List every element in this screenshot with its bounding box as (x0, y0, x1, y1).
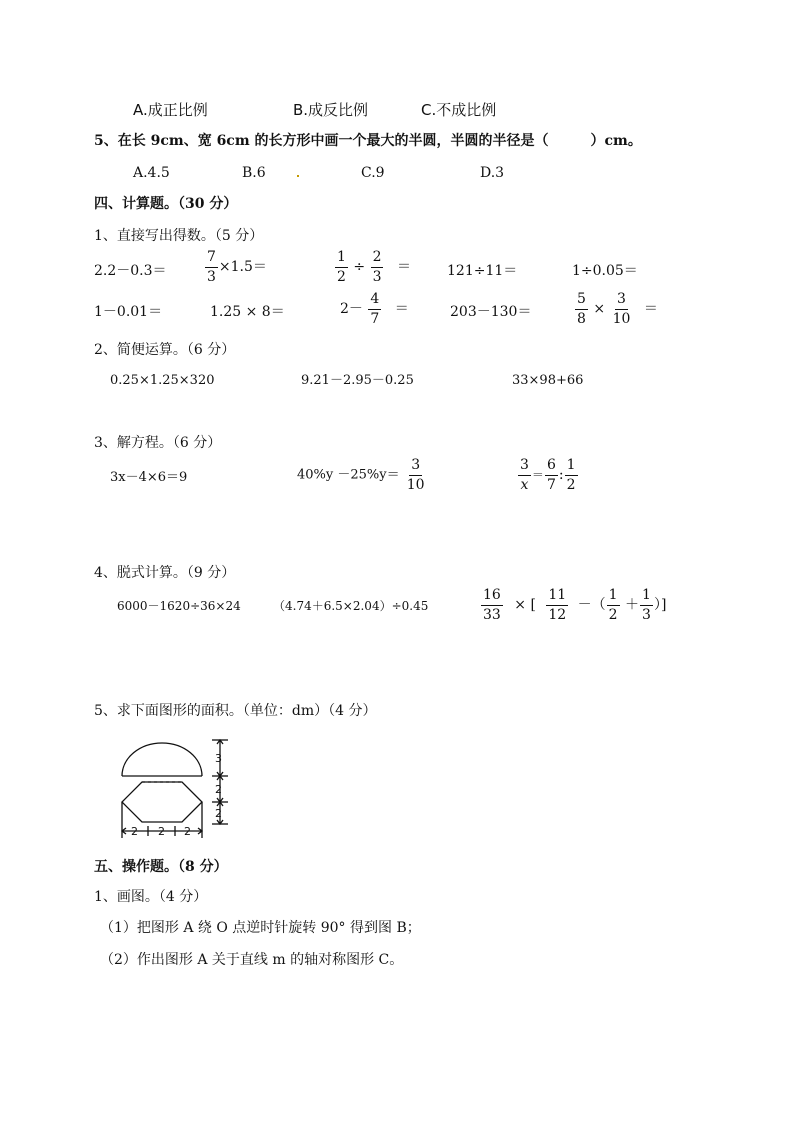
q5-option-d: D.3 (480, 165, 505, 181)
composite-figure (112, 734, 238, 842)
numerator: 1 (335, 250, 348, 268)
semicircle-arc (122, 743, 202, 776)
expr-rest: ＝ (394, 301, 409, 318)
calc-r2-e1: 1－0.01＝ (94, 304, 163, 320)
calc-r2-e5 (574, 292, 658, 326)
denominator: 2 (337, 268, 346, 285)
q5-option-a: A.4.5 (133, 165, 170, 181)
expr-end: ）] (653, 597, 667, 614)
expr-minus: －（ (577, 597, 606, 614)
denominator: 2 (608, 606, 618, 623)
dim-label-mid: 2 (215, 783, 222, 796)
hexagon-shape (122, 782, 202, 822)
calc-r1-e3 (334, 250, 411, 284)
denominator: 3 (372, 268, 382, 285)
calc-r1-e1: 2.2－0.3＝ (94, 263, 167, 279)
draw-item-1: （1）把图形 A 绕 O 点逆时针旋转 90° 得到图 B； (100, 920, 421, 936)
denominator: x (520, 476, 529, 493)
numerator: 5 (575, 292, 588, 310)
calc-r2-e2: 1.25 × 8＝ (210, 304, 285, 320)
section-5-title: 五、操作题。（8 分） (94, 859, 228, 875)
part-2-title: 2、简便运算。（6 分） (94, 342, 236, 358)
denominator: 33 (483, 606, 501, 623)
q5-option-b: B.6 (242, 165, 266, 181)
denominator: 8 (577, 310, 586, 327)
expr-pre: 2－ (340, 301, 363, 318)
calc-r2-e3 (340, 292, 409, 326)
q5-option-c: C.9 (361, 165, 385, 181)
simplify-e3: 33×98+66 (512, 373, 584, 388)
section-4-title: 四、计算题。（30 分） (94, 196, 238, 212)
dim-label-base-2: 2 (158, 825, 165, 838)
dim-label-base-1: 2 (131, 825, 138, 838)
expr-pre: 40%y －25%y＝ (297, 467, 400, 483)
denominator: 10 (406, 476, 425, 493)
denominator: 10 (612, 310, 631, 327)
part-4-title: 4、脱式计算。（9 分） (94, 565, 236, 581)
expr-mid: × [ (514, 597, 536, 614)
option-b: B.成反比例 (293, 101, 369, 119)
denominator: 2 (566, 476, 576, 493)
numerator: 16 (481, 588, 503, 606)
equation-e2 (297, 458, 428, 492)
numerator: 6 (545, 458, 558, 476)
step-calc-e2: （4.74＋6.5×2.04）÷0.45 (273, 599, 429, 613)
calc-r1-e5: 1÷0.05＝ (572, 263, 638, 279)
numerator: 2 (371, 250, 384, 268)
equation-e1: 3x－4×6＝9 (110, 470, 188, 485)
dim-label-top: 3 (215, 752, 222, 765)
simplify-e2: 9.21－2.95－0.25 (301, 373, 414, 388)
calc-r2-e4: 203－130＝ (450, 304, 532, 320)
calc-r1-e2 (204, 250, 267, 284)
calc-r1-e4: 121÷11＝ (447, 263, 518, 279)
expr-rest: ×1.5＝ (218, 259, 267, 276)
numerator: 7 (205, 250, 218, 268)
numerator: 1 (607, 588, 620, 606)
part-3-title: 3、解方程。（6 分） (94, 435, 222, 451)
dim-label-low: 2 (215, 807, 222, 820)
step-calc-e3 (480, 588, 666, 622)
equation-e3 (517, 458, 579, 492)
part-5-title: 5、求下面图形的面积。（单位：dm）（4 分） (94, 703, 377, 719)
numerator: 3 (518, 458, 531, 476)
expr-rest: ＝ (396, 259, 411, 276)
numerator: 3 (615, 292, 628, 310)
numerator: 11 (546, 588, 568, 606)
denominator: 7 (370, 310, 380, 327)
step-calc-e1: 6000－1620÷36×24 (117, 599, 241, 613)
expr-plus: ＋ (625, 597, 640, 614)
simplify-e1: 0.25×1.25×320 (110, 373, 215, 388)
option-c: C.不成比例 (421, 101, 497, 119)
denominator: 3 (642, 606, 651, 623)
draw-item-2: （2）作出图形 A 关于直线 m 的轴对称图形 C。 (100, 952, 404, 968)
denominator: 7 (546, 476, 556, 493)
option-a: A.成正比例 (133, 101, 208, 119)
equals: ＝ (531, 468, 544, 483)
numerator: 4 (368, 292, 381, 310)
numerator: 1 (640, 588, 653, 606)
numerator: 1 (565, 458, 578, 476)
stray-dot (297, 175, 299, 177)
operator: ÷ (353, 259, 366, 276)
denominator: 3 (207, 268, 216, 285)
draw-title: 1、画图。（4 分） (94, 889, 208, 905)
expr-rest: ＝ (643, 301, 658, 318)
operator: × (593, 301, 606, 318)
denominator: 12 (548, 606, 567, 623)
dim-label-base-3: 2 (184, 825, 191, 838)
question-5: 5、在长 9cm、宽 6cm 的长方形中画一个最大的半圆，半圆的半径是（ ）cm。 (94, 133, 642, 149)
numerator: 3 (409, 458, 422, 476)
colon: : (558, 467, 564, 484)
part-1-title: 1、直接写出得数。（5 分） (94, 228, 264, 244)
